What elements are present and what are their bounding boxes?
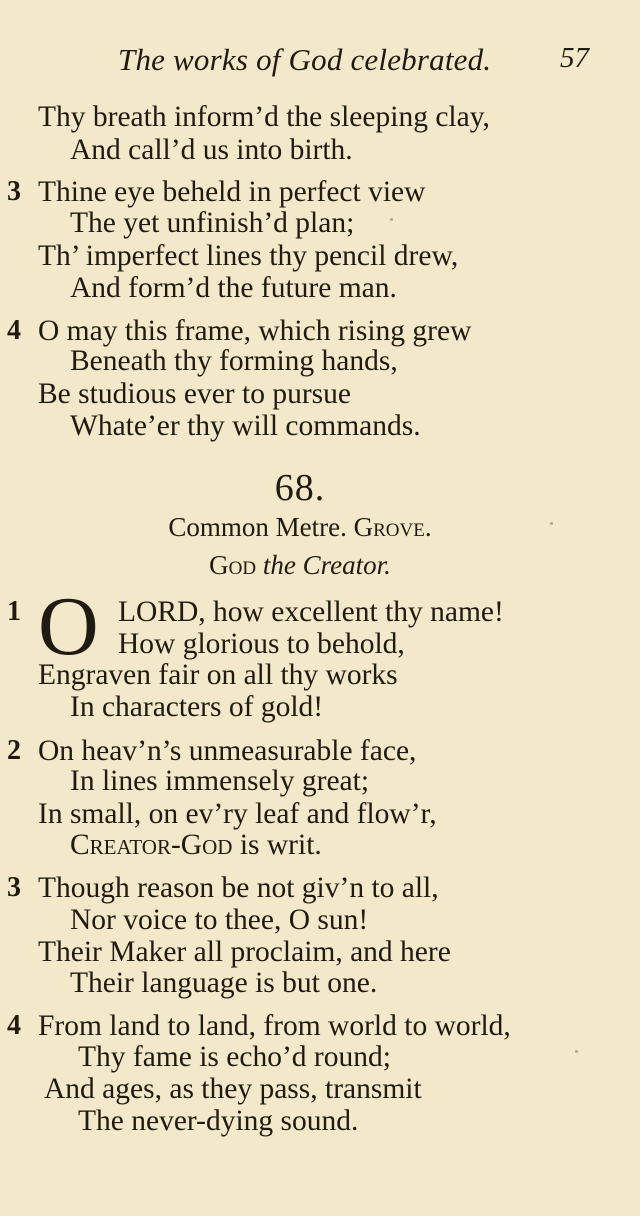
verse-line: Thine eye beheld in perfect view bbox=[38, 176, 426, 208]
stanza-number: 4 bbox=[7, 315, 21, 346]
verse-line: The yet unfinish’d plan; bbox=[70, 207, 355, 239]
stanza-number: 3 bbox=[7, 872, 21, 903]
verse-line: In small, on ev’ry leaf and flow’r, bbox=[38, 798, 437, 830]
verse-line: Engraven fair on all thy works bbox=[38, 659, 398, 691]
metre: Common Metre. bbox=[168, 512, 347, 542]
verse-line: And call’d us into birth. bbox=[70, 134, 353, 166]
verse-line: Th’ imperfect lines thy pencil drew, bbox=[38, 240, 459, 272]
page-number: 57 bbox=[560, 42, 589, 74]
paper-speck bbox=[550, 522, 553, 525]
hymn-subject bbox=[0, 550, 600, 581]
stanza-number: 4 bbox=[7, 1010, 21, 1041]
verse-line: And ages, as they pass, transmit bbox=[44, 1073, 422, 1105]
page-header bbox=[0, 42, 640, 82]
tune-name: Grove. bbox=[353, 512, 432, 542]
verse-line: On heav’n’s unmeasurable face, bbox=[38, 735, 417, 767]
verse-fragment: is writ. bbox=[239, 829, 322, 861]
subject-god: God bbox=[209, 550, 257, 580]
verse-line: Thy fame is echo’d round; bbox=[78, 1041, 391, 1073]
hymn-number: 68. bbox=[274, 467, 326, 509]
verse-line: The never-dying sound. bbox=[78, 1105, 359, 1137]
verse-line: In characters of gold! bbox=[70, 691, 324, 723]
creator-god-smallcaps: Creator-God bbox=[70, 829, 233, 861]
verse-line: Beneath thy forming hands, bbox=[70, 345, 398, 377]
verse-line: How glorious to behold, bbox=[118, 628, 405, 660]
subject-creator: the Creator. bbox=[262, 550, 391, 580]
verse-line: Their Maker all proclaim, and here bbox=[38, 936, 451, 968]
stanza-number: 1 bbox=[7, 596, 21, 627]
verse-line: And form’d the future man. bbox=[70, 272, 397, 304]
paper-speck bbox=[390, 218, 393, 221]
verse-line: Whate’er thy will commands. bbox=[70, 410, 421, 442]
stanza-number: 2 bbox=[7, 735, 21, 766]
paper-speck bbox=[575, 1050, 578, 1053]
verse-line: Thy breath inform’d the sleeping clay, bbox=[38, 101, 490, 133]
verse-line: O may this frame, which rising grew bbox=[38, 315, 472, 347]
verse-line: Be studious ever to pursue bbox=[38, 378, 351, 410]
verse-line: Nor voice to thee, O sun! bbox=[70, 904, 369, 936]
drop-cap: O bbox=[38, 580, 99, 673]
verse-line: Their language is but one. bbox=[70, 967, 378, 999]
verse-line: LORD, how excellent thy name! bbox=[118, 596, 504, 628]
verse-line: Though reason be not giv’n to all, bbox=[38, 872, 439, 904]
running-title: The works of God celebrated. bbox=[118, 42, 492, 77]
verse-line bbox=[70, 828, 322, 862]
verse-line: In lines immensely great; bbox=[70, 765, 370, 797]
hymn-metre-line bbox=[0, 512, 600, 543]
stanza-number: 3 bbox=[7, 176, 21, 207]
verse-line: From land to land, from world to world, bbox=[38, 1010, 511, 1042]
